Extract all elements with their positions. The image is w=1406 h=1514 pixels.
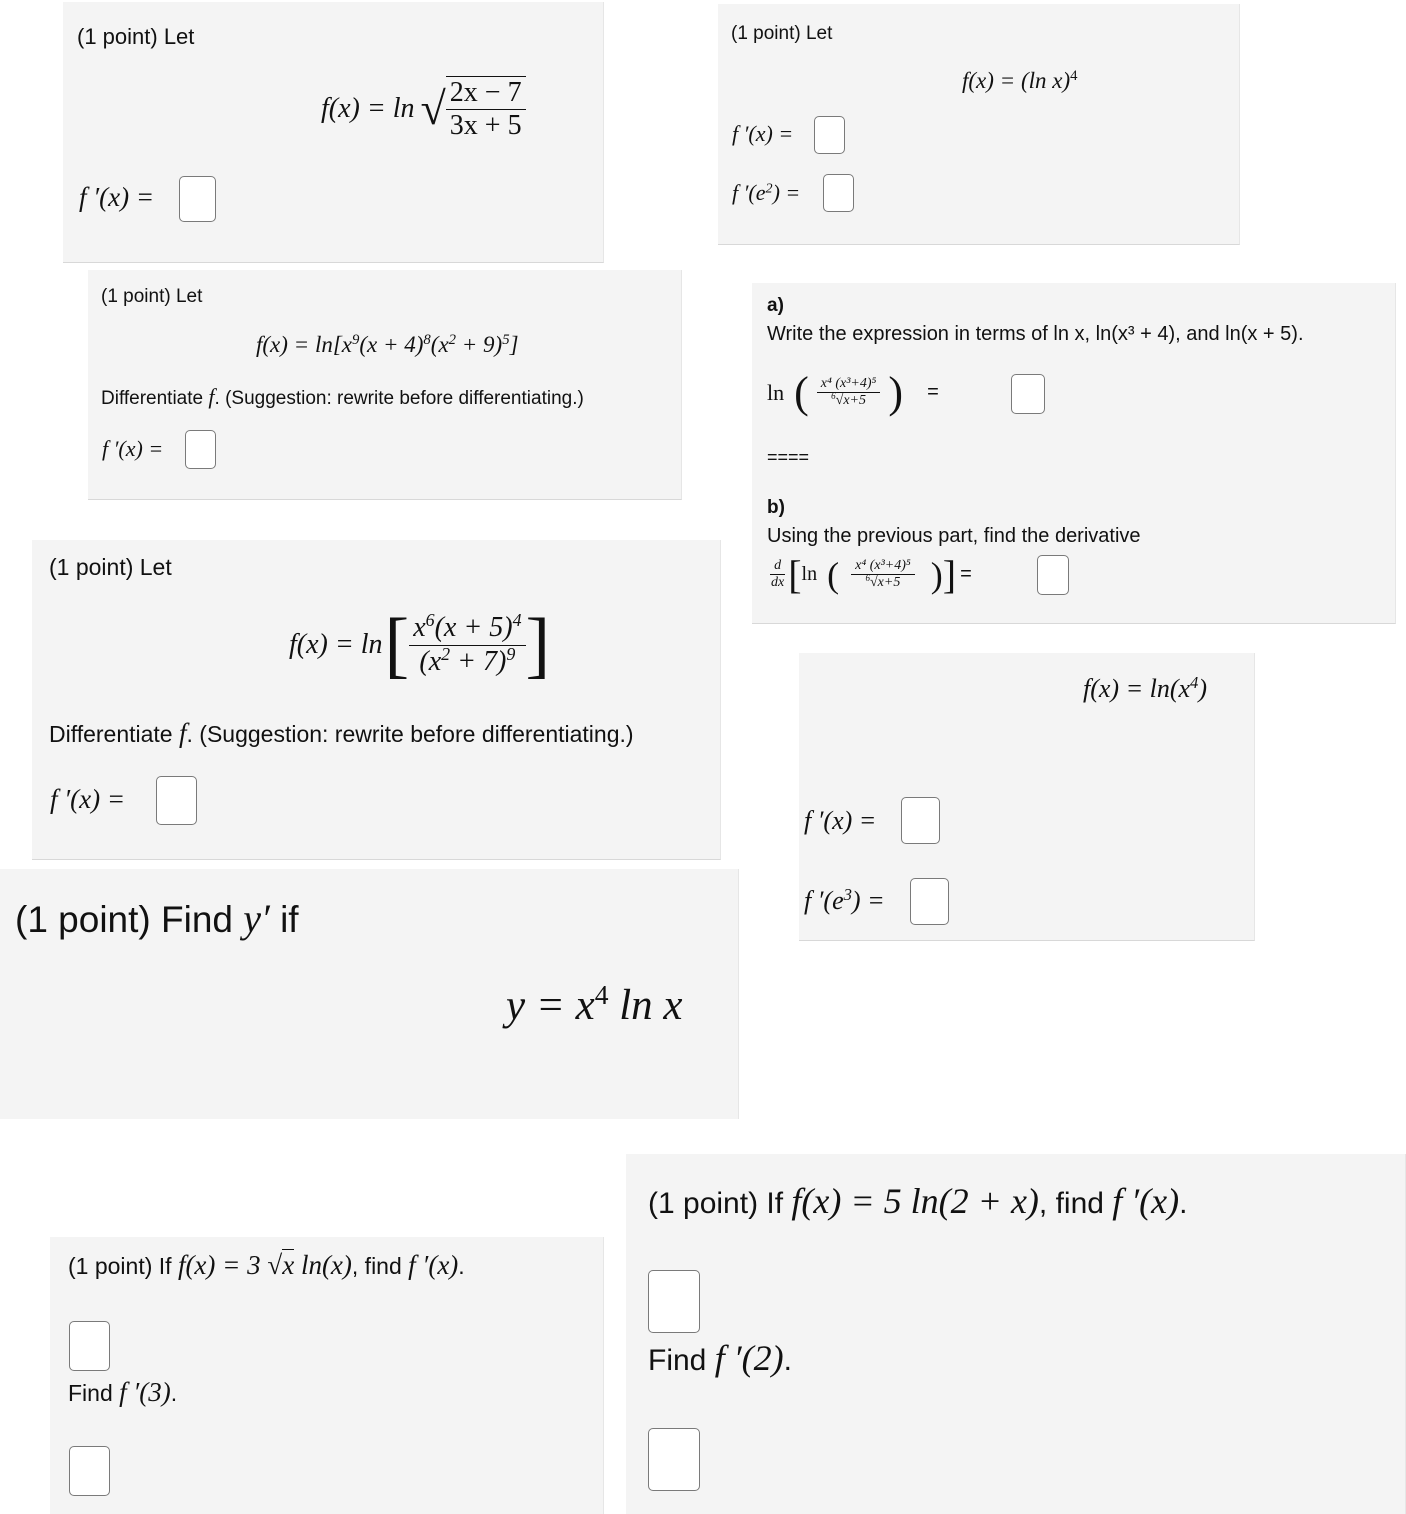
part-b-label: b) [767,497,785,518]
problem-header: (1 point) Let [731,23,833,44]
problem-header [648,1180,1187,1222]
term: ln(x) [294,1250,352,1280]
left-paren: ( [794,368,809,417]
instruction-text: . (Suggestion: rewrite before differentiating.) [214,388,584,409]
part-b-text: Using the previous part, find the derivative [767,525,1141,547]
ln-text: ln [767,379,785,405]
exponent: 4 [1190,672,1199,692]
label-end: ) = [772,180,801,205]
instruction-text: Differentiate [49,721,179,747]
function-definition [1083,674,1207,704]
label-text: f ′(e [804,886,844,915]
answer-input-derivative[interactable] [814,116,845,154]
answer-input-derivative[interactable] [69,1321,110,1371]
exponent: 5 [502,331,510,348]
left-bracket: [ [384,604,410,686]
right-paren: ) [888,368,904,417]
fraction-numerator: x⁴ (x³+4)⁵ [851,558,915,575]
exponent: 2 [765,180,773,197]
left-paren: ( [827,554,840,595]
derivative-label: f ′(x) = [79,182,155,212]
equals-sign: = [960,563,972,585]
right-paren: ) [930,554,943,595]
term: (x + 4) [359,332,424,357]
answer-input[interactable] [156,776,197,825]
term: + 9) [456,332,503,357]
find-prompt [648,1337,792,1379]
term: f(x) = 3 [177,1250,268,1280]
separator-text: ==== [767,447,810,467]
ddx-operator [767,558,788,591]
instruction-symbol: f [178,718,187,748]
radicand: x+5 [877,575,901,590]
problem-card-3 [88,270,682,500]
fraction-denominator: $^6$√x+5 [865,573,901,590]
term: f(x) = ln[x [256,332,352,357]
answer-input-value[interactable] [823,174,854,212]
radicand: x [282,1250,295,1280]
term: + 7) [450,645,507,677]
answer-input-part-a[interactable] [1011,374,1045,414]
answer-input-value[interactable] [648,1428,700,1491]
exponent: 6 [425,610,435,631]
function-end: ) [1198,674,1208,703]
header-text: (1 point) Find [15,899,244,940]
problem-card-7 [0,869,739,1119]
root-index: 6 [831,391,836,402]
fraction-denominator: $^6$√x+5 [831,391,867,408]
function-expression: f(x) = 5 ln(2 + x) [791,1181,1039,1221]
problem-card-5 [32,540,721,860]
right-bracket: ] [525,604,551,686]
equals-sign: = [927,381,939,403]
derivative-symbol: f ′(x) [408,1250,459,1280]
function-definition [256,332,519,358]
exponent: 3 [843,884,852,904]
derivative-label: f ′(x) = [50,784,126,814]
term: ] [509,332,519,357]
problem-header: (1 point) Let [49,554,172,580]
fraction-denominator: 3x + 5 [449,110,522,142]
fraction [409,612,525,677]
problem-card-8 [50,1237,604,1514]
exponent: 9 [506,643,516,664]
exponent: 2 [441,643,451,664]
problem-header [68,1250,465,1281]
term: x [413,612,426,644]
derivative-expression [767,551,972,598]
find-end: . [170,1380,178,1406]
ddx-denominator: dx [771,575,785,590]
function-definition [962,68,1077,94]
header-text: (1 point) If [648,1187,792,1220]
fraction-denominator [415,643,519,678]
function-expression [178,1249,352,1280]
derivative-at-point-label [804,886,885,916]
term: (x + 5) [434,612,513,644]
root-index: 6 [865,573,870,584]
problem-card-6 [799,653,1255,941]
instruction-text: . (Suggestion: rewrite before differentiating.) [186,721,634,747]
find-symbol: f ′(3) [119,1377,171,1407]
sqrt-sign: √ [420,83,446,135]
exponent: 4 [1070,67,1078,84]
problem-card-1 [63,2,604,263]
problem-card-4 [752,283,1396,624]
answer-input-derivative[interactable] [648,1270,700,1333]
instruction-symbol: f [208,384,215,409]
problem-card-2 [718,4,1240,245]
derivative-symbol: f ′(x) [1112,1181,1180,1221]
find-text: Find [648,1344,715,1377]
function-lhs: f(x) = ln [289,629,383,660]
derivative-label: f ′(x) = [804,806,877,835]
right-bracket: ] [942,552,957,597]
instruction-text: Differentiate [101,388,209,409]
label-end: ) = [851,886,885,915]
part-a-text: Write the expression in terms of ln x, ln(x³ + 4), and ln(x + 5). [767,323,1304,345]
equation-lhs: y = x [506,982,595,1029]
problem-header [15,895,299,942]
exponent: 8 [423,331,431,348]
problem-card-9 [626,1154,1406,1514]
answer-input-value[interactable] [910,878,949,925]
derivative-label: f ′(x) = [732,121,794,146]
problem-header: (1 point) Let [101,286,203,307]
header-text: (1 point) If [68,1253,178,1279]
ddx-numerator: d [770,558,785,575]
answer-input-part-b[interactable] [1037,555,1069,595]
expression-row [767,367,939,418]
expression-fraction [817,376,881,409]
header-end: . [1179,1187,1188,1220]
function-text: f(x) = (ln x) [962,68,1071,93]
expression-fraction [851,558,915,591]
exponent: 2 [448,331,457,348]
header-text: , find [1038,1187,1113,1220]
problem-header: (1 point) Let [77,24,195,49]
function-definition [289,604,551,686]
function-text: f(x) = ln(x [1083,674,1191,703]
find-prompt [68,1377,177,1408]
header-end: . [458,1253,465,1279]
function-lhs: f(x) = ln [321,93,415,125]
instruction [49,718,634,749]
term: (x [430,332,449,357]
header-text: if [269,899,299,940]
fraction-numerator: x⁴ (x³+4)⁵ [817,376,881,393]
ln-text: ln [801,563,818,585]
answer-input[interactable] [179,176,216,222]
exponent: 4 [594,978,609,1010]
answer-input-derivative[interactable] [901,797,940,844]
header-text: , find [351,1253,409,1279]
fraction [446,76,526,142]
instruction [101,384,584,410]
equation-rhs: ln x [608,982,683,1029]
find-end: . [783,1344,792,1377]
part-a-label: a) [767,295,784,316]
label-text: f ′(e [732,180,766,205]
answer-input-value[interactable] [69,1446,110,1496]
derivative-at-point-label [732,180,800,206]
sqrt-sign: √ [267,1250,283,1280]
find-text: Find [68,1380,120,1406]
function-definition [321,76,526,142]
derivative-label: f ′(x) = [102,436,164,461]
fraction-numerator: 2x − 7 [446,77,526,110]
exponent: 4 [512,610,522,631]
header-symbol: y′ [243,896,270,941]
exponent: 9 [352,331,360,348]
radicand: x+5 [843,393,867,408]
left-bracket: [ [788,552,802,597]
term: (x [419,645,442,677]
answer-input[interactable] [185,430,216,469]
fraction-numerator [409,612,525,645]
equation [506,978,683,1030]
find-symbol: f ′(2) [714,1338,784,1378]
